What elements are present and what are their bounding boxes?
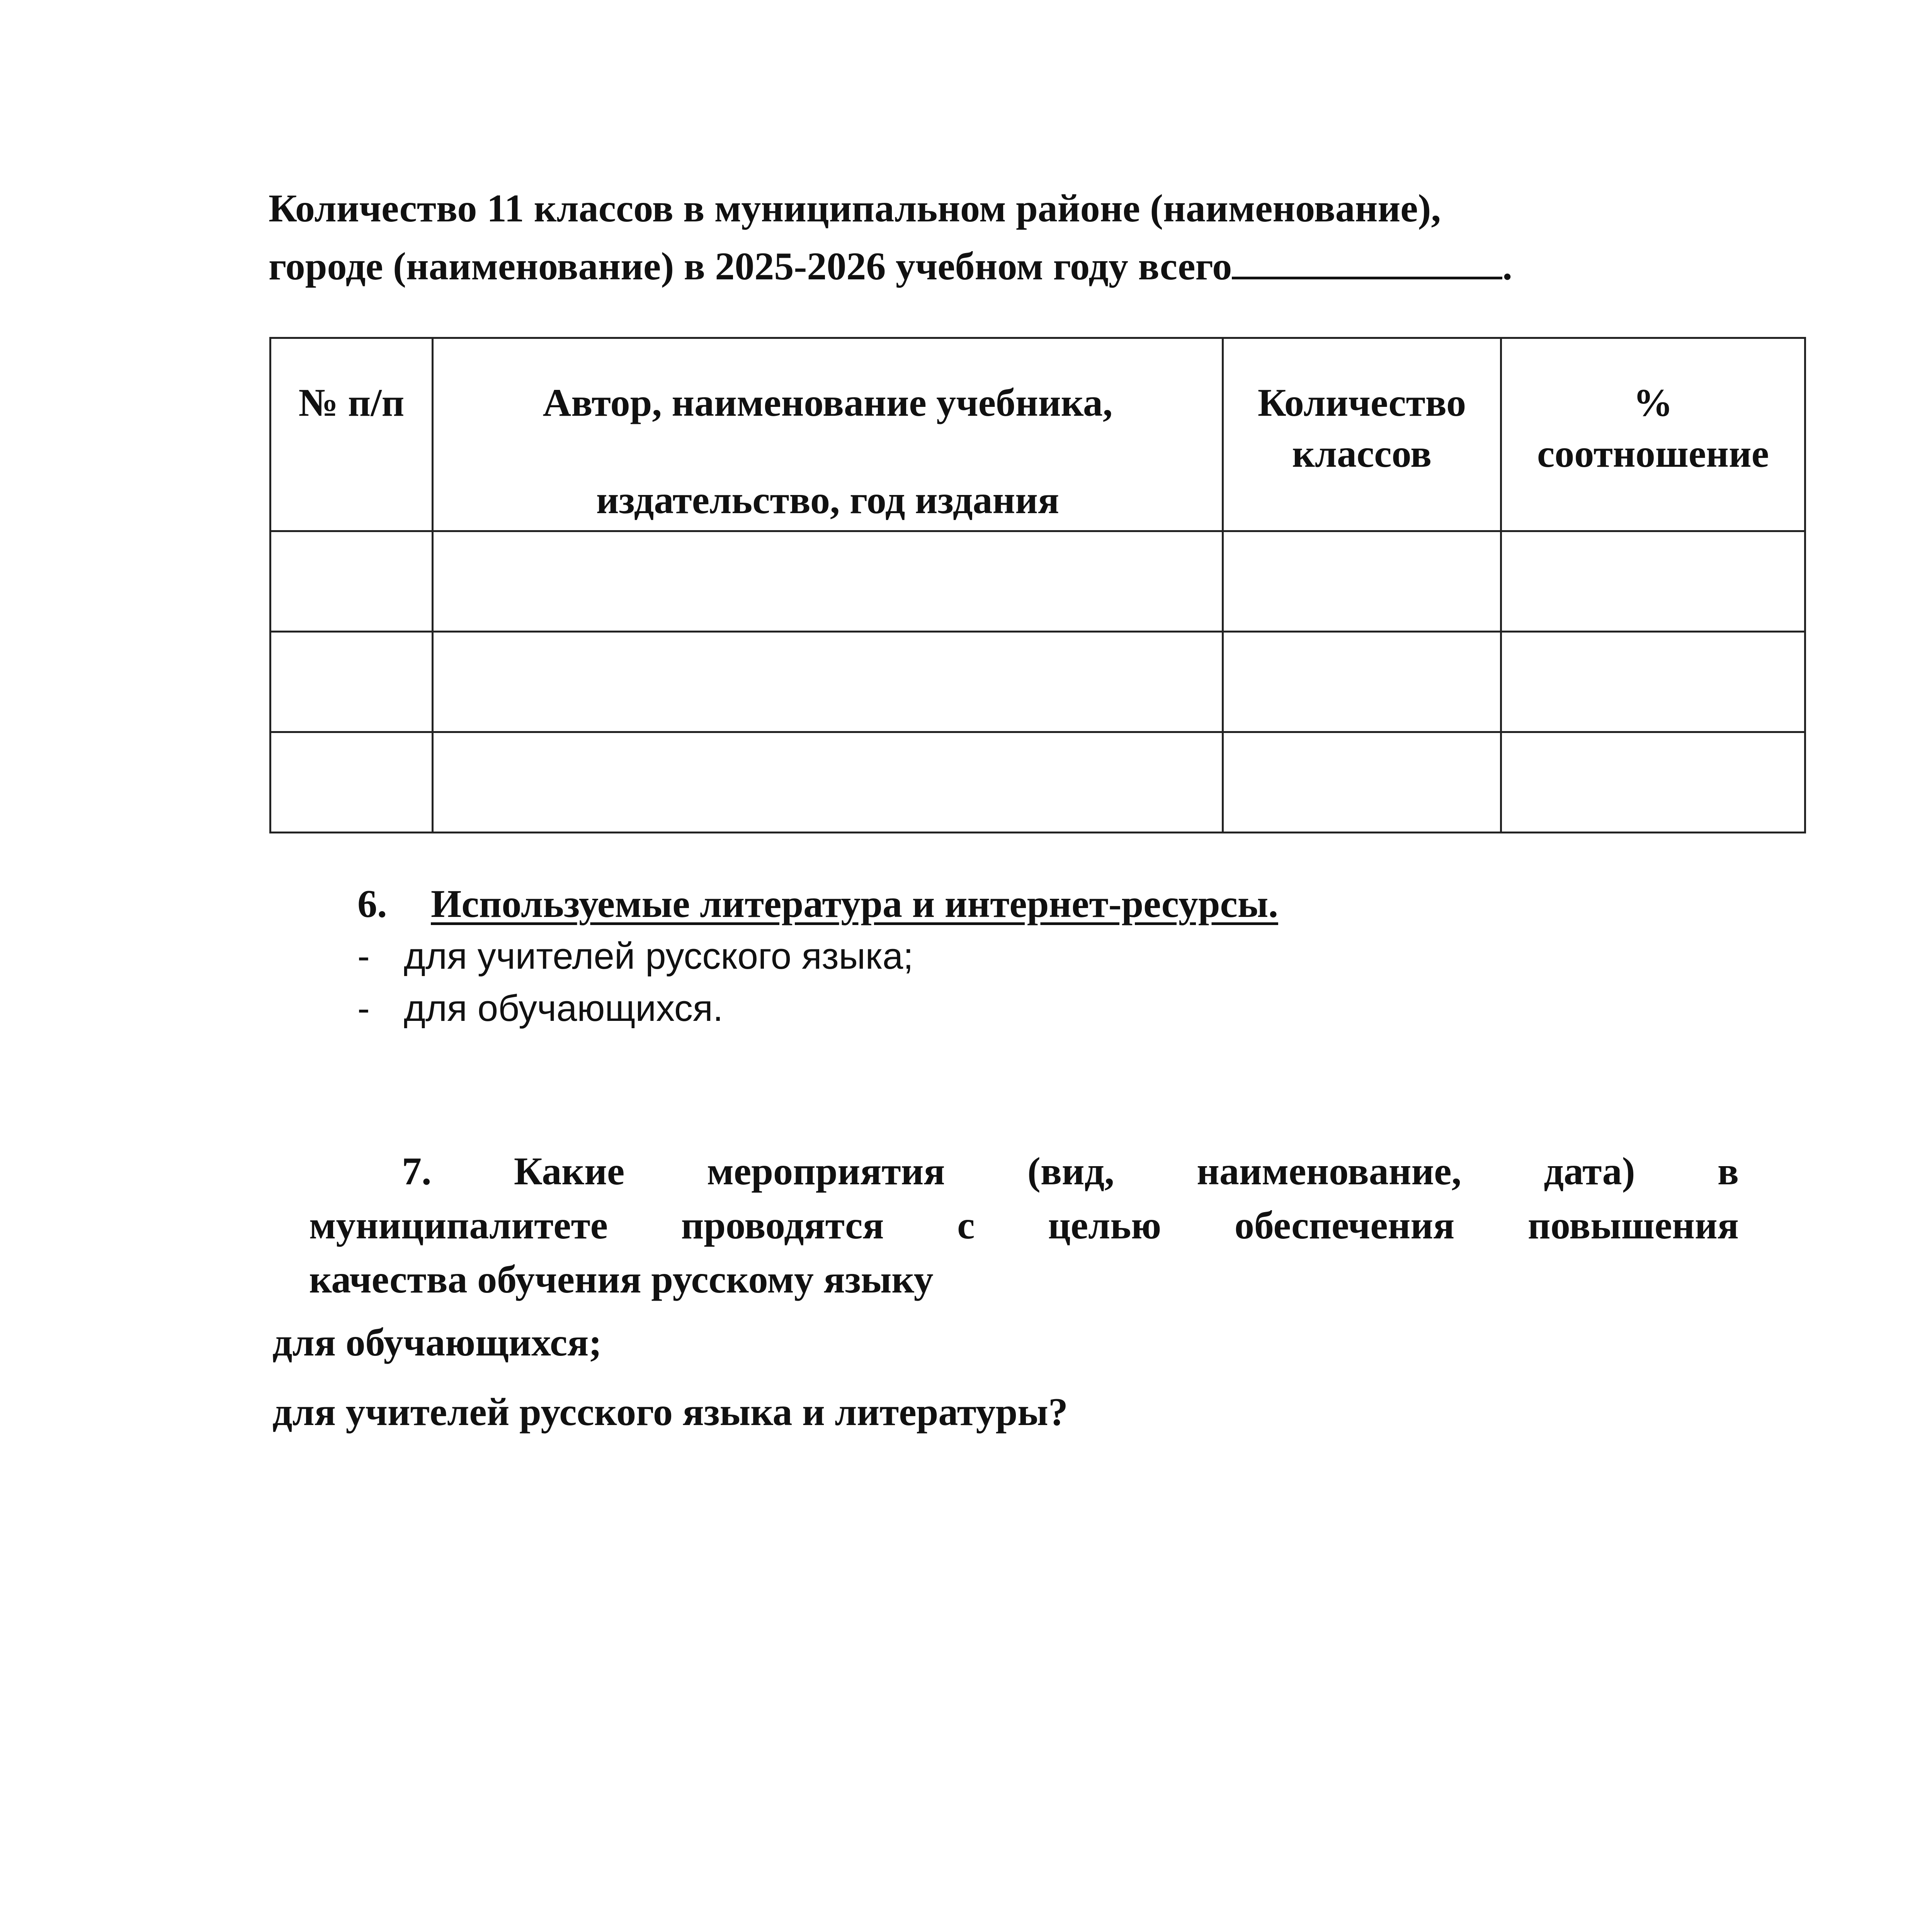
header-count-line-2: классов [1292, 432, 1432, 476]
table-cell-author[interactable] [433, 732, 1223, 833]
table-cell-count[interactable] [1223, 632, 1501, 732]
section-7-line-3: качества обучения русскому языку [309, 1258, 934, 1301]
table-cell-author[interactable] [433, 531, 1223, 632]
section-6-title: Используемые литература и интернет-ресурсы. [431, 882, 1278, 926]
section-7-audience-teachers: для учителей русского языка и литературы? [272, 1390, 1068, 1434]
section-7-line-2: муниципалитете проводятся с целью обеспечения повышения [309, 1204, 1739, 1247]
table-cell-percent[interactable] [1501, 632, 1805, 732]
section-6-heading [357, 878, 1278, 930]
table-header-row [270, 338, 1805, 531]
section-7 [309, 1145, 1739, 1307]
header-pct-line-2: соотношение [1537, 432, 1769, 476]
intro-line-2-end: . [1502, 245, 1512, 288]
table-row [270, 632, 1805, 732]
dash-bullet: - [357, 988, 370, 1029]
section-7-audience-students: для обучающихся; [272, 1321, 602, 1364]
header-author-line-2: издательство, год издания [596, 478, 1060, 522]
textbooks-table [269, 337, 1806, 833]
header-percent [1501, 338, 1805, 531]
intro-line-2: городе (наименование) в 2025-2026 учебном году всего [269, 245, 1232, 288]
header-number: № п/п [270, 338, 433, 531]
table-cell-number[interactable] [270, 531, 433, 632]
header-author [433, 338, 1223, 531]
intro-line-1: Количество 11 классов в муниципальном районе (наименование), [269, 187, 1441, 230]
section-6-number: 6. [357, 882, 387, 926]
total-count-blank[interactable] [1232, 242, 1502, 279]
table-row [270, 732, 1805, 833]
table-cell-number[interactable] [270, 732, 433, 833]
list-item: - для учителей русского языка; [357, 930, 1278, 982]
list-item: - для обучающихся. [357, 982, 1278, 1034]
table-cell-count[interactable] [1223, 732, 1501, 833]
intro-paragraph [269, 180, 1737, 296]
table-row [270, 531, 1805, 632]
table-cell-count[interactable] [1223, 531, 1501, 632]
section-6 [357, 878, 1278, 1034]
header-pct-line-1: % [1633, 381, 1673, 425]
table-cell-number[interactable] [270, 632, 433, 732]
header-author-line-1: Автор, наименование учебника, [543, 381, 1113, 425]
table-cell-author[interactable] [433, 632, 1223, 732]
section-7-line-1: 7. Какие мероприятия (вид, наименование, дата) в [402, 1150, 1739, 1193]
dash-bullet: - [357, 935, 370, 977]
header-count-line-1: Количество [1257, 381, 1466, 425]
table-cell-percent[interactable] [1501, 531, 1805, 632]
table-cell-percent[interactable] [1501, 732, 1805, 833]
header-class-count [1223, 338, 1501, 531]
